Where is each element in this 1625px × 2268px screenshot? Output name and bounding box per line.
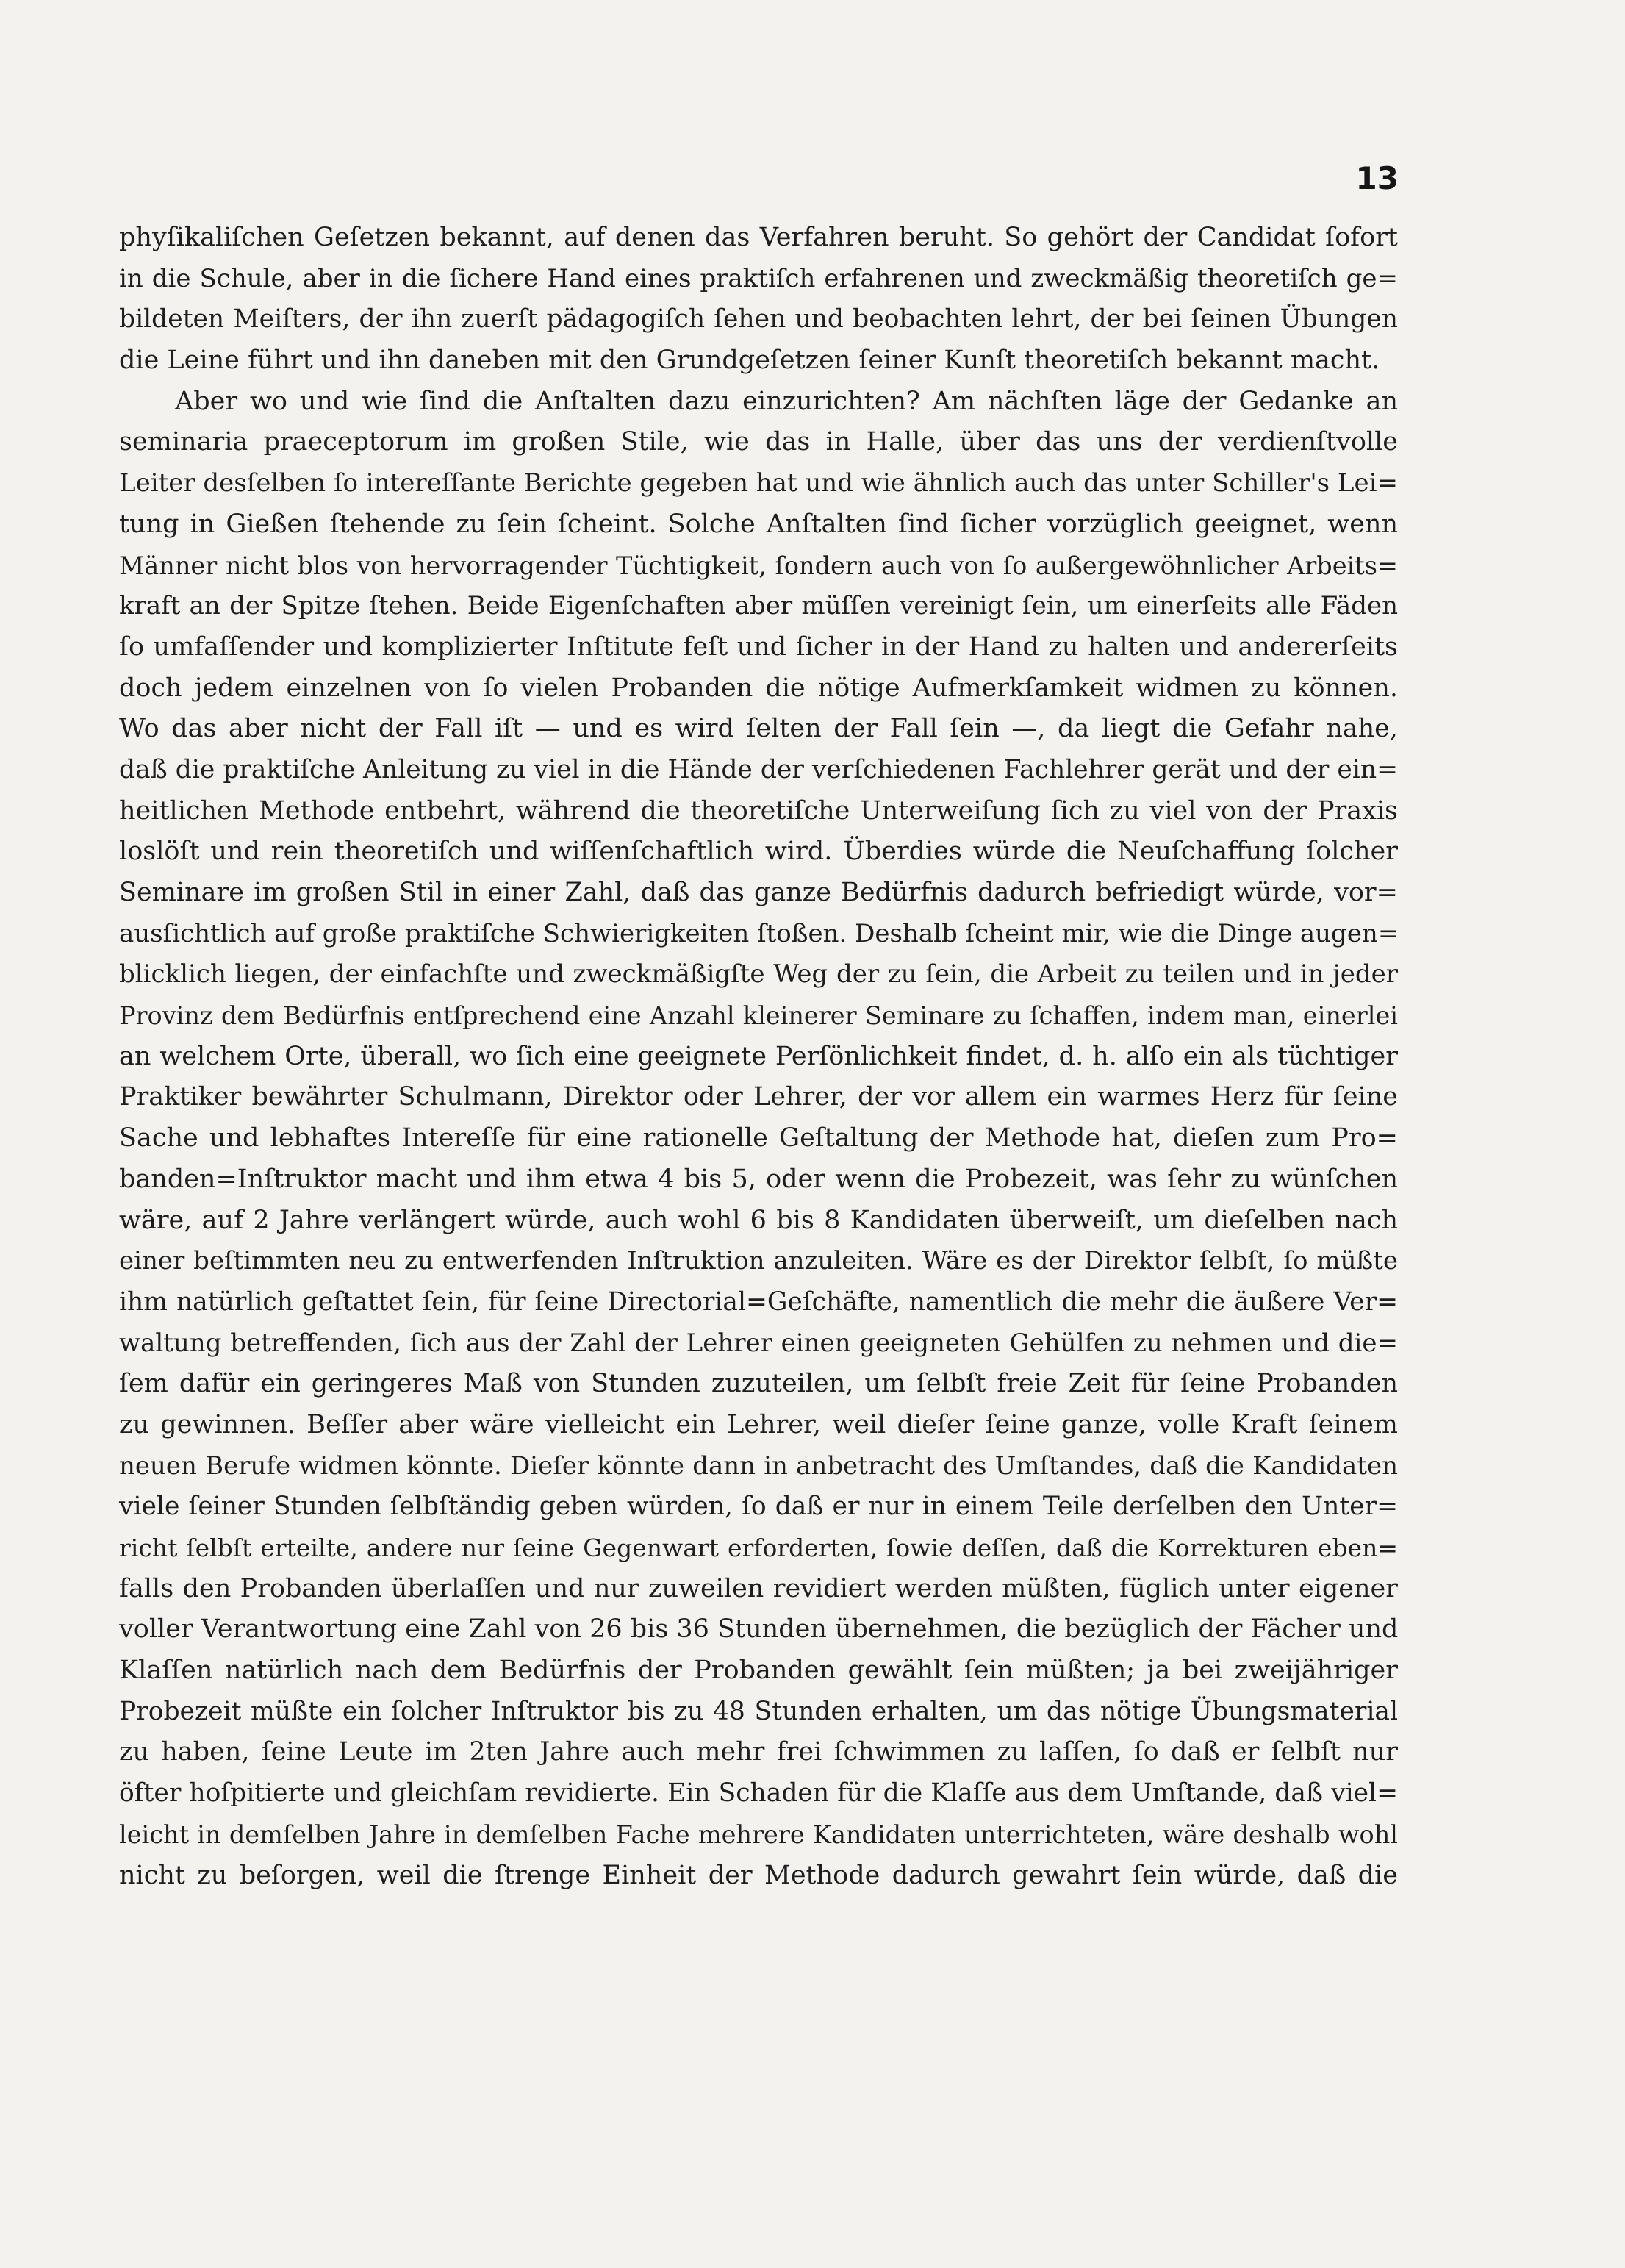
text-line: loslöſt und rein theoretiſch und wiſſenſchaftlich wird. Überdies würde die Neuſchaffung ſolcher [119,837,1398,867]
text-line: heitlichen Methode entbehrt, während die theoretiſche Unterweiſung ſich zu viel von der Praxis [119,795,1398,826]
text-line: Sache und lebhaftes Intereſſe für eine rationelle Geſtaltung der Methode hat, dieſen zum Pro= [119,1123,1398,1153]
text-line: ſo umfaſſender und komplizierter Inſtitute feſt und ſicher in der Hand zu halten und andererſeits [119,632,1398,662]
text-line: blicklich liegen, der einfachſte und zweckmäßigſte Weg der zu ſein, die Arbeit zu teilen und in jeder [119,959,1398,990]
text-line: ſem dafür ein geringeres Maß von Stunden zuzuteilen, um ſelbſt freie Zeit für ſeine Probanden [119,1369,1398,1399]
text-line: in die Schule, aber in die ſichere Hand eines praktiſch erfahrenen und zweckmäßig theoretiſch ge= [119,263,1398,293]
text-line: waltung betreffenden, ſich aus der Zahl der Lehrer einen geeigneten Gehülfen zu nehmen und die= [119,1328,1398,1358]
text-line: Männer nicht blos von hervorragender Tüchtigkeit, ſondern auch von ſo außergewöhnlicher Arbeits= [119,551,1398,580]
text-line: einer beſtimmten neu zu entwerfenden Inſtruktion anzuleiten. Wäre es der Direktor ſelbſt, ſo müßte [119,1246,1398,1276]
text-line: falls den Probanden überlaſſen und nur zuweilen revidiert werden müßten, füglich unter eigener [119,1573,1398,1603]
text-line: phyſikaliſchen Geſetzen bekannt, auf denen das Verfahren beruht. So gehört der Candidat ſofort [119,223,1398,252]
text-line: wäre, auf 2 Jahre verlängert würde, auch wohl 6 bis 8 Kandidaten überweiſt, um dieſelben nach [119,1205,1398,1235]
text-line: kraft an der Spitze ſtehen. Beide Eigenſchaften aber müſſen vereinigt ſein, um einerſeits alle Fäden [119,591,1398,621]
text-line: Probezeit müßte ein ſolcher Inſtruktor bis zu 48 Stunden erhalten, um das nötige Übungsmaterial [119,1696,1398,1726]
text-line: öfter hoſpitierte und gleichſam revidierte. Ein Schaden für die Klaſſe aus dem Umſtande, daß viel= [119,1778,1398,1809]
text-line: Provinz dem Bedürfnis entſprechend eine Anzahl kleinerer Seminare zu ſchaffen, indem man, einerlei [119,1001,1398,1031]
text-line: tung in Gießen ſtehende zu ſein ſcheint. Solche Anſtalten ſind ſicher vorzüglich geeignet, wenn [119,509,1398,539]
text-line: ihm natürlich geſtattet ſein, für ſeine Directorial=Geſchäfte, namentlich die mehr die äußere Ver= [119,1287,1398,1317]
body-text [119,218,1398,1896]
text-line: richt ſelbſt erteilte, andere nur ſeine Gegenwart erforderten, ſowie deſſen, daß die Korrekturen eben= [119,1534,1398,1562]
text-line: zu haben, ſeine Leute im 2ten Jahre auch mehr frei ſchwimmen zu laſſen, ſo daß er ſelbſt nur [119,1737,1398,1767]
text-line: Klaſſen natürlich nach dem Bedürfnis der Probanden gewählt ſein müßten; ja bei zweijähriger [119,1656,1398,1686]
text-line: an welchem Orte, überall, wo ſich eine geeignete Perſönlichkeit findet, d. h. alſo ein als tüchtiger [119,1041,1398,1071]
text-line: die Leine führt und ihn daneben mit den Grundgeſetzen ſeiner Kunſt theoretiſch bekannt macht. [119,346,1380,376]
text-line: leicht in demſelben Jahre in demſelben Fache mehrere Kandidaten unterrichteten, wäre deshalb wohl [119,1820,1398,1849]
text-line: neuen Berufe widmen könnte. Dieſer könnte dann in anbetracht des Umſtandes, daß die Kandidaten [119,1450,1398,1481]
text-line: seminaria praeceptorum im großen Stile, wie das in Halle, über das uns der verdienſtvolle [119,427,1398,457]
text-line: doch jedem einzelnen von ſo vielen Probanden die nötige Aufmerkſamkeit widmen zu können. [119,673,1398,703]
page-number: 13 [1355,160,1399,196]
text-line: Leiter desſelben ſo intereſſante Berichte gegeben hat und wie ähnlich auch das unter Schiller's Lei= [119,468,1398,498]
text-line: viele ſeiner Stunden ſelbſtändig geben würden, ſo daß er nur in einem Teile derſelben den Unter= [119,1492,1398,1522]
text-line: ausſichtlich auf große praktiſche Schwierigkeiten ſtoßen. Deshalb ſcheint mir, wie die Dinge augen= [119,918,1399,948]
text-line: Praktiker bewährter Schulmann, Direktor oder Lehrer, der vor allem ein warmes Herz für ſeine [119,1082,1398,1112]
text-line: banden=Inſtruktor macht und ihm etwa 4 bis 5, oder wenn die Probezeit, was ſehr zu wünſchen [119,1164,1398,1194]
text-line: zu gewinnen. Beſſer aber wäre vielleicht ein Lehrer, weil dieſer ſeine ganze, volle Kraft ſeinem [119,1409,1398,1439]
text-line: Aber wo und wie ſind die Anſtalten dazu einzurichten? Am nächſten läge der Gedanke an [175,386,1398,416]
text-line: Seminare im großen Stil in einer Zahl, daß das ganze Bedürfnis dadurch befriedigt würde, vor= [119,878,1398,907]
text-line: bildeten Meiſters, der ihn zuerſt pädagogiſch ſehen und beobachten lehrt, der bei ſeinen Übungen [119,304,1398,335]
text-line: nicht zu beſorgen, weil die ſtrenge Einheit der Methode dadurch gewahrt ſein würde, daß die [119,1860,1398,1890]
text-line: voller Verantwortung eine Zahl von 26 bis 36 Stunden übernehmen, die bezüglich der Fächer und [119,1614,1399,1645]
text-line: daß die praktiſche Anleitung zu viel in die Hände der verſchiedenen Fachlehrer gerät und der ein= [119,754,1398,784]
text-line: Wo das aber nicht der Fall iſt — und es wird ſelten der Fall ſein —, da liegt die Gefahr nahe, [119,714,1398,744]
